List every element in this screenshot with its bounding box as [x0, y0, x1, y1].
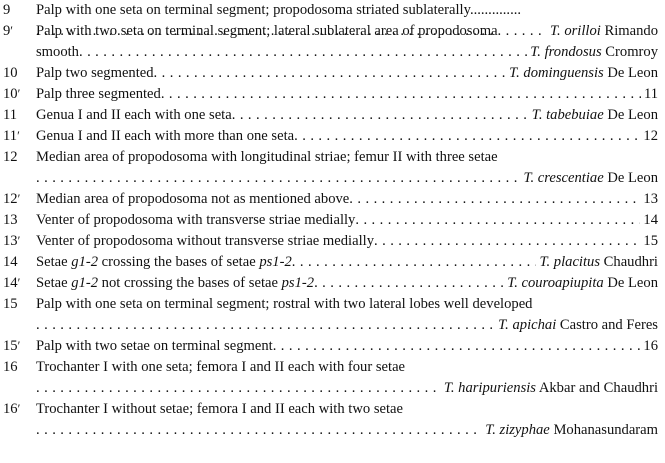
couplet-result	[506, 63, 658, 84]
couplet-result	[640, 336, 658, 357]
dotted-leader	[314, 273, 504, 294]
couplet-description: Palp with one seta on terminal segment; rostral with two lateral lobes well developed	[36, 296, 533, 312]
text-line	[36, 315, 658, 336]
species-name: T. haripuriensis	[443, 380, 536, 396]
couplet-text	[36, 126, 658, 147]
couplet-text	[36, 252, 658, 273]
couplet-description: Palp with two seta on terminal segment; lateral sublateral area of propodosoma	[36, 23, 498, 39]
prime-mark: ′	[10, 24, 14, 38]
couplet-result	[520, 168, 658, 189]
couplet-text	[36, 231, 658, 252]
couplet-number-value: 15	[3, 338, 18, 354]
couplet-result	[441, 378, 658, 399]
dotted-leader	[349, 189, 640, 210]
couplet-number	[3, 126, 20, 147]
text-line	[36, 336, 658, 357]
couplet-result	[504, 273, 658, 294]
text-line	[36, 21, 658, 42]
species-name: T. zizyphae	[485, 422, 550, 438]
species-author: Akbar and Chaudhri	[538, 380, 658, 396]
text-line	[36, 42, 658, 63]
dotted-leader	[154, 63, 507, 84]
couplet-description: Palp with one seta on terminal segment; propodosoma striated sublaterally	[36, 2, 470, 18]
dotted-leader	[232, 105, 529, 126]
couplet-number-value: 14	[3, 275, 18, 291]
couplet-text	[36, 273, 658, 294]
lead-to-couplet: 16	[643, 338, 658, 354]
couplet-description: Setae	[36, 254, 72, 270]
couplet-number-value: 12	[3, 149, 18, 165]
dotted-leader	[36, 168, 520, 189]
couplet-description: Palp two segmented	[36, 65, 154, 81]
couplet-number-value: 9	[3, 2, 11, 18]
couplet-number	[3, 105, 17, 126]
couplet-number-value: 16	[3, 401, 18, 417]
dotted-leader	[292, 252, 537, 273]
couplet-description: Median area of propodosoma with longitudinal striae; femur II with three setae	[36, 149, 498, 165]
couplet-description: Setae	[36, 275, 72, 291]
couplet-description: Trochanter I with one seta; femora I and II each with four setae	[36, 359, 406, 375]
text-line	[36, 168, 658, 189]
couplet-number	[3, 84, 20, 105]
couplet-description: Venter of propodosoma with transverse striae medially	[36, 212, 356, 228]
couplet-result	[529, 105, 658, 126]
couplet-number	[3, 357, 18, 378]
couplet-text	[36, 105, 658, 126]
couplet-number	[3, 189, 20, 210]
species-name: T. placitus	[539, 254, 601, 270]
couplet-result	[640, 189, 658, 210]
couplet-number-value: 10	[3, 65, 18, 81]
couplet-number	[3, 294, 18, 315]
species-name: T. couroapiupita	[507, 275, 604, 291]
couplet-number-value: 9	[3, 23, 11, 39]
couplet-number-value: 16	[3, 359, 18, 375]
couplet-result	[495, 315, 658, 336]
couplet-text	[36, 399, 658, 441]
couplet-result	[640, 231, 658, 252]
text-line	[36, 357, 658, 378]
text-line	[36, 210, 658, 231]
couplet-description: Trochanter I without setae; femora I and II each with two setae	[36, 401, 404, 417]
text-line: Palp with one seta on terminal segment; propodosoma striated sublaterally..............	[36, 2, 522, 18]
dotted-leader	[273, 336, 641, 357]
couplet-text	[36, 210, 658, 231]
species-name: T. dominguensis	[509, 65, 604, 81]
couplet-text	[36, 63, 658, 84]
prime-mark: ′	[17, 339, 21, 353]
lead-to-couplet: 15	[643, 233, 658, 249]
species-author: De Leon	[607, 275, 658, 291]
couplet-description: not crossing the bases of setae	[98, 275, 282, 291]
text-line	[36, 147, 658, 168]
species-name: T. frondosus	[530, 44, 602, 60]
dotted-leader	[374, 231, 640, 252]
dotted-leader	[294, 126, 640, 147]
couplet-description: Median area of propodosoma not as mentioned above	[36, 191, 350, 207]
couplet-result	[482, 420, 658, 441]
text-line	[36, 84, 658, 105]
couplet-number	[3, 399, 20, 420]
lead-to-couplet: 13	[643, 191, 658, 207]
couplet-text	[36, 336, 658, 357]
prime-mark: ′	[17, 192, 21, 206]
couplet-text	[36, 357, 658, 399]
text-line	[36, 273, 658, 294]
couplet-description: Genua I and II each with one seta	[36, 107, 232, 123]
species-author: Chaudhri	[603, 254, 658, 270]
seta-term: ps1-2	[281, 275, 315, 291]
species-author: Mohanasundaram	[553, 422, 658, 438]
species-name: T. crescentiae	[523, 170, 604, 186]
couplet-description: smooth	[36, 44, 79, 60]
couplet-number	[3, 210, 18, 231]
prime-mark: ′	[17, 87, 21, 101]
couplet-number	[3, 252, 18, 273]
species-name: T. orilloi	[550, 23, 601, 39]
dotted-leader	[36, 378, 441, 399]
couplet-number-value: 11	[3, 107, 18, 123]
couplet-text	[36, 189, 658, 210]
couplet-number	[3, 21, 13, 42]
couplet-text	[36, 147, 658, 189]
couplet-number-value: 13	[3, 233, 18, 249]
seta-term: g1-2	[71, 254, 99, 270]
couplet-number	[3, 336, 20, 357]
prime-mark: ′	[17, 276, 21, 290]
couplet-description: Venter of propodosoma without transverse striae medially	[36, 233, 374, 249]
couplet-result	[640, 126, 658, 147]
species-name: T. apichai	[498, 317, 557, 333]
lead-to-couplet: 12	[643, 128, 658, 144]
species-author: Castro and Feres	[559, 317, 658, 333]
couplet-number	[3, 63, 18, 84]
dotted-leader	[79, 42, 527, 63]
species-name: T. tabebuiae	[531, 107, 604, 123]
couplet-description: crossing the bases of setae	[98, 254, 260, 270]
couplet-number-value: 10	[3, 86, 18, 102]
dotted-leader	[36, 420, 482, 441]
dotted-leader	[355, 210, 640, 231]
couplet-number-value: 15	[3, 296, 18, 312]
couplet-number-value: 11	[3, 128, 18, 144]
couplet-description: Palp three segmented	[36, 86, 161, 102]
prime-mark: ′	[17, 234, 21, 248]
text-line	[36, 420, 658, 441]
couplet-number-value: 14	[3, 254, 18, 270]
couplet-number	[3, 147, 18, 168]
lead-to-couplet: 11	[643, 86, 658, 102]
couplet-result	[641, 84, 658, 105]
species-author: De Leon	[607, 107, 658, 123]
text-line	[36, 252, 658, 273]
dotted-leader	[36, 315, 495, 336]
text-line	[36, 126, 658, 147]
prime-mark: ′	[17, 129, 20, 143]
lead-to-couplet: 14	[643, 212, 658, 228]
couplet-description: Genua I and II each with more than one seta	[36, 128, 295, 144]
couplet-result	[527, 42, 658, 63]
couplet-number	[3, 231, 20, 252]
dotted-leader	[161, 84, 641, 105]
text-line	[36, 399, 658, 420]
couplet-number	[3, 273, 20, 294]
text-line	[36, 378, 658, 399]
text-line	[36, 189, 658, 210]
couplet-number-value: 12	[3, 191, 18, 207]
species-author: Rimando	[604, 23, 658, 39]
couplet-number-value: 13	[3, 212, 18, 228]
species-author: De Leon	[607, 65, 658, 81]
couplet-result	[640, 210, 658, 231]
text-line	[36, 231, 658, 252]
text-line	[36, 63, 658, 84]
prime-mark: ′	[17, 402, 21, 416]
seta-term: ps1-2	[259, 254, 292, 270]
couplet-number	[3, 0, 10, 21]
text-line	[36, 294, 658, 315]
couplet-text	[36, 21, 658, 63]
species-author: De Leon	[607, 170, 658, 186]
couplet-text	[36, 294, 658, 336]
text-line	[36, 105, 658, 126]
couplet-text	[36, 84, 658, 105]
seta-term: g1-2	[71, 275, 99, 291]
couplet-result	[536, 252, 658, 273]
couplet-description: Palp with two setae on terminal segment	[36, 338, 273, 354]
species-author: Cromroy	[605, 44, 658, 60]
